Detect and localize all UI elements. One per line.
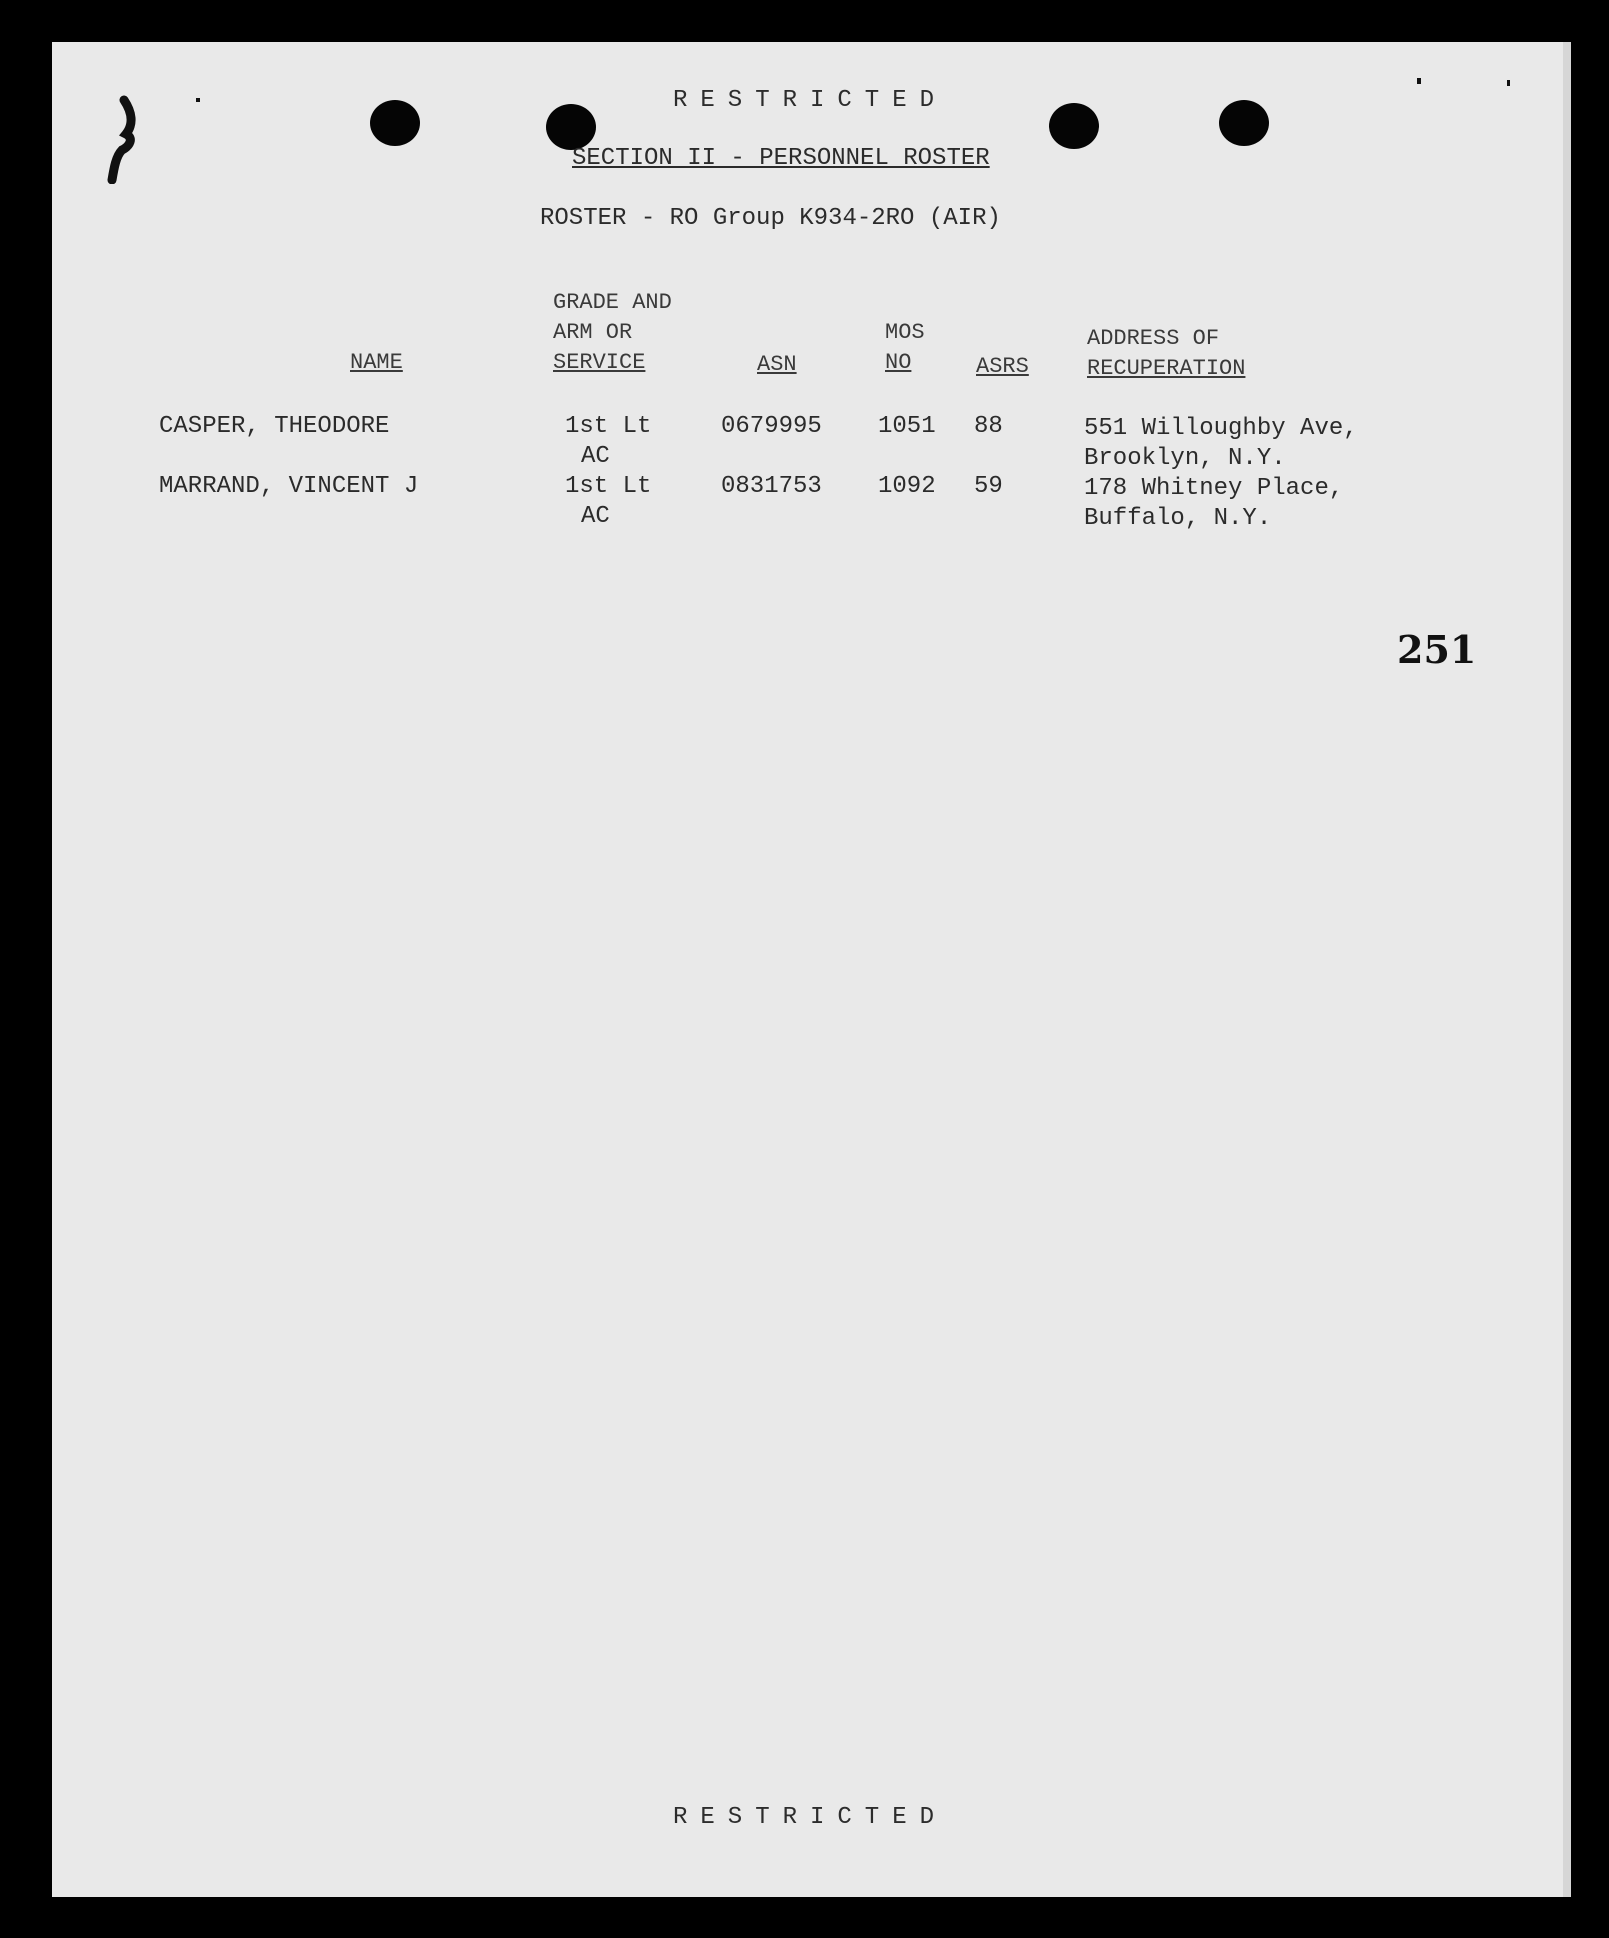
column-header-name-label: NAME [350,350,403,375]
row-1-name: CASPER, THEODORE [159,413,390,440]
section-title: SECTION II - PERSONNEL ROSTER [572,145,990,172]
column-header-asrs-label: ASRS [976,354,1029,379]
row-2-arm: AC [581,503,610,530]
paper-edge [1563,42,1571,1897]
column-header-grade-line1: GRADE AND [553,290,672,315]
row-1-address-line2: Brooklyn, N.Y. [1084,445,1286,472]
ink-dot [1507,80,1510,86]
row-1-arm: AC [581,443,610,470]
column-header-mos-line1: MOS [885,320,925,345]
row-2-name: MARRAND, VINCENT J [159,473,419,500]
column-header-asn-label: ASN [757,352,797,377]
row-1-asn: 0679995 [721,413,822,440]
ink-dot [1417,78,1421,84]
column-header-grade-line2: ARM OR [553,320,633,345]
column-header-asn [757,350,797,380]
row-2-mos: 1092 [878,473,936,500]
column-header-address-line2: RECUPERATION [1087,356,1246,381]
classification-top: RESTRICTED [672,87,948,114]
column-header-name [350,348,403,378]
column-header-grade [553,288,672,378]
column-header-address [1087,324,1245,384]
roster-title: ROSTER - RO Group K934-2RO (AIR) [540,205,1001,232]
document-page [52,42,1568,1897]
row-1-grade: 1st Lt [565,413,652,440]
column-header-address-line1: ADDRESS OF [1087,326,1220,351]
column-header-asrs [976,352,1029,382]
row-1-asrs: 88 [974,413,1003,440]
row-1-mos: 1051 [878,413,936,440]
column-header-mos [885,318,925,378]
column-header-mos-line2: NO [885,350,912,375]
row-2-grade: 1st Lt [565,473,652,500]
column-header-grade-line3: SERVICE [553,350,646,375]
classification-bottom: RESTRICTED [672,1804,948,1831]
row-1-address-line1: 551 Willoughby Ave, [1084,415,1358,442]
row-2-address-line1: 178 Whitney Place, [1084,475,1344,502]
row-2-asrs: 59 [974,473,1003,500]
row-2-asn: 0831753 [721,473,822,500]
row-2-address-line2: Buffalo, N.Y. [1084,505,1272,532]
page-number: 251 [1397,627,1477,672]
